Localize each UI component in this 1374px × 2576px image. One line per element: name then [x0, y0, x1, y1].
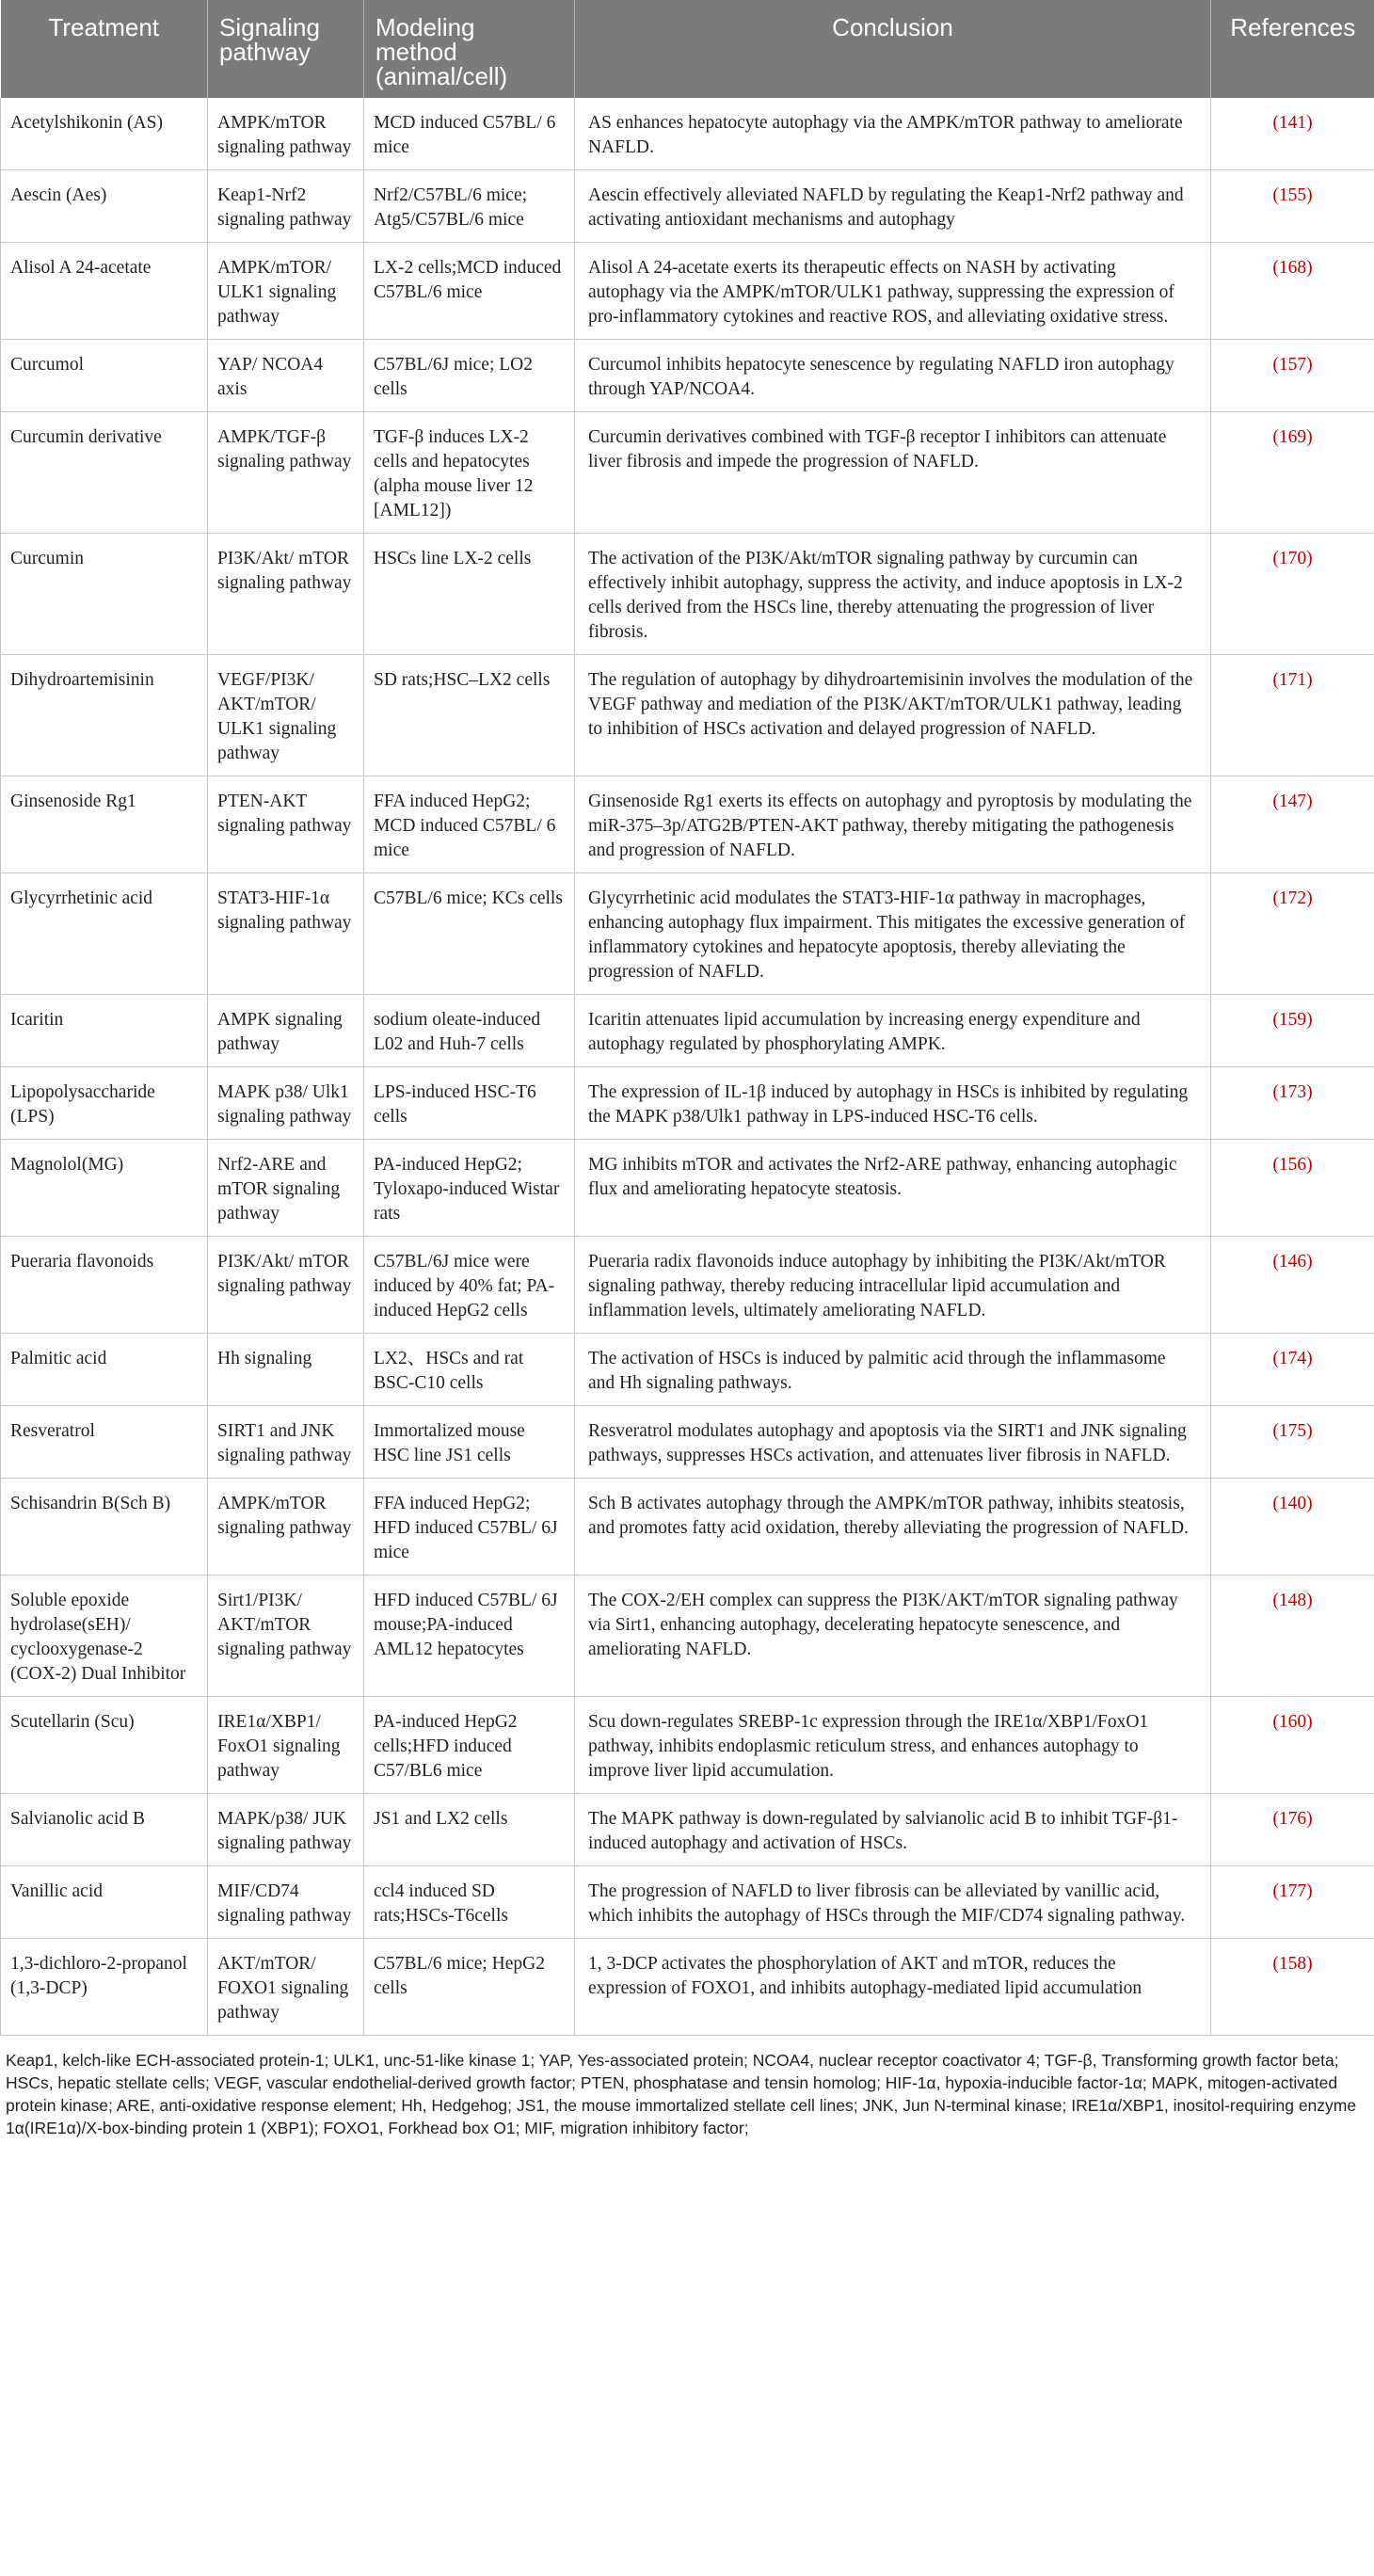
- reference-link[interactable]: 160: [1278, 1712, 1307, 1732]
- cell-treatment: Palmitic acid: [1, 1334, 208, 1406]
- cell-reference: (140): [1211, 1479, 1374, 1576]
- cell-reference: (147): [1211, 776, 1374, 873]
- table-row: [1, 1140, 1374, 1237]
- cell-signaling-pathway: AMPK/mTOR signaling pathway: [208, 1479, 364, 1576]
- cell-treatment: Acetylshikonin (AS): [1, 98, 208, 170]
- reference-link[interactable]: 173: [1278, 1082, 1307, 1102]
- cell-conclusion: The activation of the PI3K/Akt/mTOR signaling pathway by curcumin can effectively inhibit autophagy, suppress the activity, and induce apoptosis in LX-2 cells derived from the HSCs line, thereby attenuating the progression of liver fibrosis.: [575, 534, 1211, 655]
- reference-link[interactable]: 146: [1278, 1252, 1307, 1272]
- cell-modeling-method: ccl4 induced SD rats;HSCs-T6cells: [364, 1866, 575, 1939]
- reference-link[interactable]: 147: [1278, 792, 1307, 811]
- cell-conclusion: Curcumin derivatives combined with TGF-β receptor I inhibitors can attenuate liver fibrosis and impede the progression of NAFLD.: [575, 412, 1211, 534]
- cell-modeling-method: LX2、HSCs and rat BSC-C10 cells: [364, 1334, 575, 1406]
- table-row: [1, 1067, 1374, 1140]
- cell-treatment: Curcumin derivative: [1, 412, 208, 534]
- cell-treatment: Schisandrin B(Sch B): [1, 1479, 208, 1576]
- cell-reference: (146): [1211, 1237, 1374, 1334]
- cell-signaling-pathway: PTEN-AKT signaling pathway: [208, 776, 364, 873]
- cell-conclusion: Curcumol inhibits hepatocyte senescence by regulating NAFLD iron autophagy through YAP/NCOA4.: [575, 340, 1211, 412]
- cell-reference: (158): [1211, 1939, 1374, 2036]
- reference-link[interactable]: 157: [1278, 355, 1307, 375]
- cell-reference: (156): [1211, 1140, 1374, 1237]
- cell-treatment: Resveratrol: [1, 1406, 208, 1479]
- reference-link[interactable]: 155: [1278, 185, 1307, 205]
- cell-signaling-pathway: Keap1-Nrf2 signaling pathway: [208, 170, 364, 243]
- cell-signaling-pathway: AMPK/TGF-β signaling pathway: [208, 412, 364, 534]
- cell-treatment: Pueraria flavonoids: [1, 1237, 208, 1334]
- reference-link[interactable]: 141: [1278, 113, 1307, 133]
- reference-link[interactable]: 175: [1278, 1421, 1307, 1441]
- cell-reference: (160): [1211, 1697, 1374, 1794]
- reference-link[interactable]: 174: [1278, 1349, 1307, 1368]
- table-body: [1, 98, 1374, 2036]
- reference-link[interactable]: 168: [1278, 258, 1307, 278]
- table-row: [1, 1479, 1374, 1576]
- cell-treatment: Curcumol: [1, 340, 208, 412]
- cell-treatment: 1,3-dichloro-2-propanol (1,3-DCP): [1, 1939, 208, 2036]
- cell-signaling-pathway: SIRT1 and JNK signaling pathway: [208, 1406, 364, 1479]
- cell-reference: (176): [1211, 1794, 1374, 1866]
- cell-conclusion: Sch B activates autophagy through the AMPK/mTOR pathway, inhibits steatosis, and promotes fatty acid oxidation, thereby alleviating the progression of NAFLD.: [575, 1479, 1211, 1576]
- cell-treatment: Lipopolysaccharide (LPS): [1, 1067, 208, 1140]
- reference-link[interactable]: 177: [1278, 1881, 1307, 1901]
- cell-signaling-pathway: PI3K/Akt/ mTOR signaling pathway: [208, 1237, 364, 1334]
- cell-signaling-pathway: AMPK/mTOR/ ULK1 signaling pathway: [208, 243, 364, 340]
- cell-modeling-method: Nrf2/C57BL/6 mice; Atg5/C57BL/6 mice: [364, 170, 575, 243]
- reference-link[interactable]: 171: [1278, 670, 1307, 690]
- cell-conclusion: The activation of HSCs is induced by palmitic acid through the inflammasome and Hh signaling pathways.: [575, 1334, 1211, 1406]
- cell-conclusion: Pueraria radix flavonoids induce autophagy by inhibiting the PI3K/Akt/mTOR signaling pathway, thereby reducing intracellular lipid accumulation and inflammation levels, ultimately ameliorating NAFLD.: [575, 1237, 1211, 1334]
- cell-modeling-method: HFD induced C57BL/ 6J mouse;PA-induced AML12 hepatocytes: [364, 1576, 575, 1697]
- cell-reference: (170): [1211, 534, 1374, 655]
- cell-signaling-pathway: AMPK/mTOR signaling pathway: [208, 98, 364, 170]
- reference-link[interactable]: 158: [1278, 1954, 1307, 1974]
- cell-conclusion: AS enhances hepatocyte autophagy via the AMPK/mTOR pathway to ameliorate NAFLD.: [575, 98, 1211, 170]
- cell-reference: (157): [1211, 340, 1374, 412]
- cell-reference: (168): [1211, 243, 1374, 340]
- reference-link[interactable]: 170: [1278, 549, 1307, 568]
- cell-signaling-pathway: AMPK signaling pathway: [208, 995, 364, 1067]
- cell-conclusion: The expression of IL-1β induced by autophagy in HSCs is inhibited by regulating the MAPK p38/Ulk1 pathway in LPS-induced HSC-T6 cells.: [575, 1067, 1211, 1140]
- table-footnote: Keap1, kelch-like ECH-associated protein-1; ULK1, unc-51-like kinase 1; YAP, Yes-associated protein; NCOA4, nuclear receptor coactivator 4; TGF-β, Transforming growth factor beta; HSCs, hepatic stellate cells; VEGF, vascular endothelial-derived growth factor; PTEN, phosphatase and tensin homolog; HIF-1α, hypoxia-inducible factor-1α; MAPK, mitogen-activated protein kinase; ARE, anti-oxidative response element; Hh, Hedgehog; JS1, the mouse immortalized stellate cell lines; JNK, Jun N-terminal kinase; IRE1α/XBP1, inositol-requiring enzyme 1α(IRE1α)/X-box-binding protein 1 (XBP1); FOXO1, Forkhead box O1; MIF, migration inhibitory factor;: [6, 2051, 1357, 2137]
- cell-modeling-method: C57BL/6J mice; LO2 cells: [364, 340, 575, 412]
- cell-conclusion: The COX-2/EH complex can suppress the PI3K/AKT/mTOR signaling pathway via Sirt1, enhancing autophagy, decelerating hepatocyte senescence, and ameliorating NAFLD.: [575, 1576, 1211, 1697]
- cell-signaling-pathway: VEGF/PI3K/ AKT/mTOR/ ULK1 signaling pathway: [208, 655, 364, 776]
- cell-modeling-method: FFA induced HepG2; HFD induced C57BL/ 6J mice: [364, 1479, 575, 1576]
- cell-modeling-method: MCD induced C57BL/ 6 mice: [364, 98, 575, 170]
- cell-treatment: Icaritin: [1, 995, 208, 1067]
- cell-treatment: Soluble epoxide hydrolase(sEH)/ cyclooxygenase-2 (COX-2) Dual Inhibitor: [1, 1576, 208, 1697]
- cell-modeling-method: TGF-β induces LX-2 cells and hepatocytes (alpha mouse liver 12 [AML12]): [364, 412, 575, 534]
- table-row: [1, 98, 1374, 170]
- cell-reference: (155): [1211, 170, 1374, 243]
- cell-signaling-pathway: AKT/mTOR/ FOXO1 signaling pathway: [208, 1939, 364, 2036]
- table-row: [1, 1576, 1374, 1697]
- reference-link[interactable]: 169: [1278, 427, 1307, 447]
- cell-modeling-method: C57BL/6J mice were induced by 40% fat; PA-induced HepG2 cells: [364, 1237, 575, 1334]
- cell-conclusion: Alisol A 24-acetate exerts its therapeutic effects on NASH by activating autophagy via the AMPK/mTOR/ULK1 pathway, suppressing the expression of pro-inflammatory cytokines and reactive ROS, and alleviating oxidative stress.: [575, 243, 1211, 340]
- cell-reference: (175): [1211, 1406, 1374, 1479]
- header-references: References: [1211, 0, 1374, 98]
- header-treatment: Treatment: [1, 0, 208, 98]
- cell-treatment: Magnolol(MG): [1, 1140, 208, 1237]
- table-row: [1, 655, 1374, 776]
- table-row: [1, 1794, 1374, 1866]
- cell-modeling-method: FFA induced HepG2; MCD induced C57BL/ 6 mice: [364, 776, 575, 873]
- cell-reference: (159): [1211, 995, 1374, 1067]
- cell-reference: (141): [1211, 98, 1374, 170]
- cell-treatment: Ginsenoside Rg1: [1, 776, 208, 873]
- cell-signaling-pathway: PI3K/Akt/ mTOR signaling pathway: [208, 534, 364, 655]
- cell-modeling-method: PA-induced HepG2; Tyloxapo-induced Wistar rats: [364, 1140, 575, 1237]
- cell-signaling-pathway: Nrf2-ARE and mTOR signaling pathway: [208, 1140, 364, 1237]
- cell-signaling-pathway: MAPK p38/ Ulk1 signaling pathway: [208, 1067, 364, 1140]
- table-row: [1, 1866, 1374, 1939]
- table-row: [1, 534, 1374, 655]
- cell-reference: (171): [1211, 655, 1374, 776]
- table-row: [1, 1237, 1374, 1334]
- cell-conclusion: MG inhibits mTOR and activates the Nrf2-ARE pathway, enhancing autophagic flux and ameliorating hepatocyte steatosis.: [575, 1140, 1211, 1237]
- cell-signaling-pathway: STAT3-HIF-1α signaling pathway: [208, 873, 364, 995]
- cell-modeling-method: Immortalized mouse HSC line JS1 cells: [364, 1406, 575, 1479]
- cell-modeling-method: C57BL/6 mice; KCs cells: [364, 873, 575, 995]
- cell-conclusion: Aescin effectively alleviated NAFLD by regulating the Keap1-Nrf2 pathway and activating antioxidant mechanisms and autophagy: [575, 170, 1211, 243]
- cell-signaling-pathway: YAP/ NCOA4 axis: [208, 340, 364, 412]
- cell-treatment: Aescin (Aes): [1, 170, 208, 243]
- cell-treatment: Alisol A 24-acetate: [1, 243, 208, 340]
- cell-modeling-method: C57BL/6 mice; HepG2 cells: [364, 1939, 575, 2036]
- cell-modeling-method: JS1 and LX2 cells: [364, 1794, 575, 1866]
- table-row: [1, 412, 1374, 534]
- cell-signaling-pathway: Sirt1/PI3K/ AKT/mTOR signaling pathway: [208, 1576, 364, 1697]
- cell-modeling-method: HSCs line LX-2 cells: [364, 534, 575, 655]
- cell-conclusion: The progression of NAFLD to liver fibrosis can be alleviated by vanillic acid, which inhibits the autophagy of HSCs through the MIF/CD74 signaling pathway.: [575, 1866, 1211, 1939]
- cell-treatment: Vanillic acid: [1, 1866, 208, 1939]
- cell-treatment: Scutellarin (Scu): [1, 1697, 208, 1794]
- table-row: [1, 995, 1374, 1067]
- cell-conclusion: 1, 3-DCP activates the phosphorylation of AKT and mTOR, reduces the expression of FOXO1, and inhibits autophagy-mediated lipid accumulation: [575, 1939, 1211, 2036]
- table-row: [1, 1334, 1374, 1406]
- header-signaling-pathway: Signaling pathway: [208, 0, 364, 98]
- cell-modeling-method: SD rats;HSC–LX2 cells: [364, 655, 575, 776]
- header-modeling-method: Modeling method (animal/cell): [364, 0, 575, 98]
- cell-signaling-pathway: MIF/CD74 signaling pathway: [208, 1866, 364, 1939]
- cell-modeling-method: PA-induced HepG2 cells;HFD induced C57/BL6 mice: [364, 1697, 575, 1794]
- cell-signaling-pathway: Hh signaling: [208, 1334, 364, 1406]
- reference-link[interactable]: 140: [1278, 1494, 1307, 1513]
- cell-conclusion: The regulation of autophagy by dihydroartemisinin involves the modulation of the VEGF pathway and mediation of the PI3K/AKT/mTOR/ULK1 pathway, leading to inhibition of HSCs activation and delayed progression of NAFLD.: [575, 655, 1211, 776]
- cell-conclusion: Scu down-regulates SREBP-1c expression through the IRE1α/XBP1/FoxO1 pathway, inhibits endoplasmic reticulum stress, and enhances autophagy to improve liver lipid accumulation.: [575, 1697, 1211, 1794]
- cell-modeling-method: LX-2 cells;MCD induced C57BL/6 mice: [364, 243, 575, 340]
- table-row: [1, 243, 1374, 340]
- table-row: [1, 1697, 1374, 1794]
- cell-reference: (177): [1211, 1866, 1374, 1939]
- table-row: [1, 776, 1374, 873]
- cell-conclusion: Ginsenoside Rg1 exerts its effects on autophagy and pyroptosis by modulating the miR-375–3p/ATG2B/PTEN-AKT pathway, thereby mitigating the pathogenesis and progression of NAFLD.: [575, 776, 1211, 873]
- cell-reference: (148): [1211, 1576, 1374, 1697]
- header-row: [1, 0, 1374, 98]
- table-row: [1, 1939, 1374, 2036]
- cell-treatment: Curcumin: [1, 534, 208, 655]
- cell-modeling-method: LPS-induced HSC-T6 cells: [364, 1067, 575, 1140]
- reference-link[interactable]: 176: [1278, 1809, 1307, 1829]
- cell-reference: (172): [1211, 873, 1374, 995]
- cell-signaling-pathway: MAPK/p38/ JUK signaling pathway: [208, 1794, 364, 1866]
- reference-link[interactable]: 172: [1278, 888, 1307, 908]
- reference-link[interactable]: 148: [1278, 1591, 1307, 1610]
- table-row: [1, 340, 1374, 412]
- cell-conclusion: Icaritin attenuates lipid accumulation by increasing energy expenditure and autophagy regulated by phosphorylating AMPK.: [575, 995, 1211, 1067]
- cell-conclusion: Resveratrol modulates autophagy and apoptosis via the SIRT1 and JNK signaling pathways, suppresses HSCs activation, and attenuates liver fibrosis in NAFLD.: [575, 1406, 1211, 1479]
- cell-modeling-method: sodium oleate-induced L02 and Huh-7 cells: [364, 995, 575, 1067]
- cell-reference: (169): [1211, 412, 1374, 534]
- table-row: [1, 1406, 1374, 1479]
- cell-treatment: Salvianolic acid B: [1, 1794, 208, 1866]
- header-conclusion: Conclusion: [575, 0, 1211, 98]
- cell-treatment: Glycyrrhetinic acid: [1, 873, 208, 995]
- reference-link[interactable]: 159: [1278, 1010, 1307, 1030]
- cell-treatment: Dihydroartemisinin: [1, 655, 208, 776]
- reference-link[interactable]: 156: [1278, 1155, 1307, 1175]
- cell-reference: (173): [1211, 1067, 1374, 1140]
- table-row: [1, 170, 1374, 243]
- cell-signaling-pathway: IRE1α/XBP1/ FoxO1 signaling pathway: [208, 1697, 364, 1794]
- cell-conclusion: Glycyrrhetinic acid modulates the STAT3-HIF-1α pathway in macrophages, enhancing autophagy flux impairment. This mitigates the excessive generation of inflammatory cytokines and hepatocyte apoptosis, thereby alleviating the progression of NAFLD.: [575, 873, 1211, 995]
- cell-reference: (174): [1211, 1334, 1374, 1406]
- table-row: [1, 873, 1374, 995]
- cell-conclusion: The MAPK pathway is down-regulated by salvianolic acid B to inhibit TGF-β1-induced autophagy and activation of HSCs.: [575, 1794, 1211, 1866]
